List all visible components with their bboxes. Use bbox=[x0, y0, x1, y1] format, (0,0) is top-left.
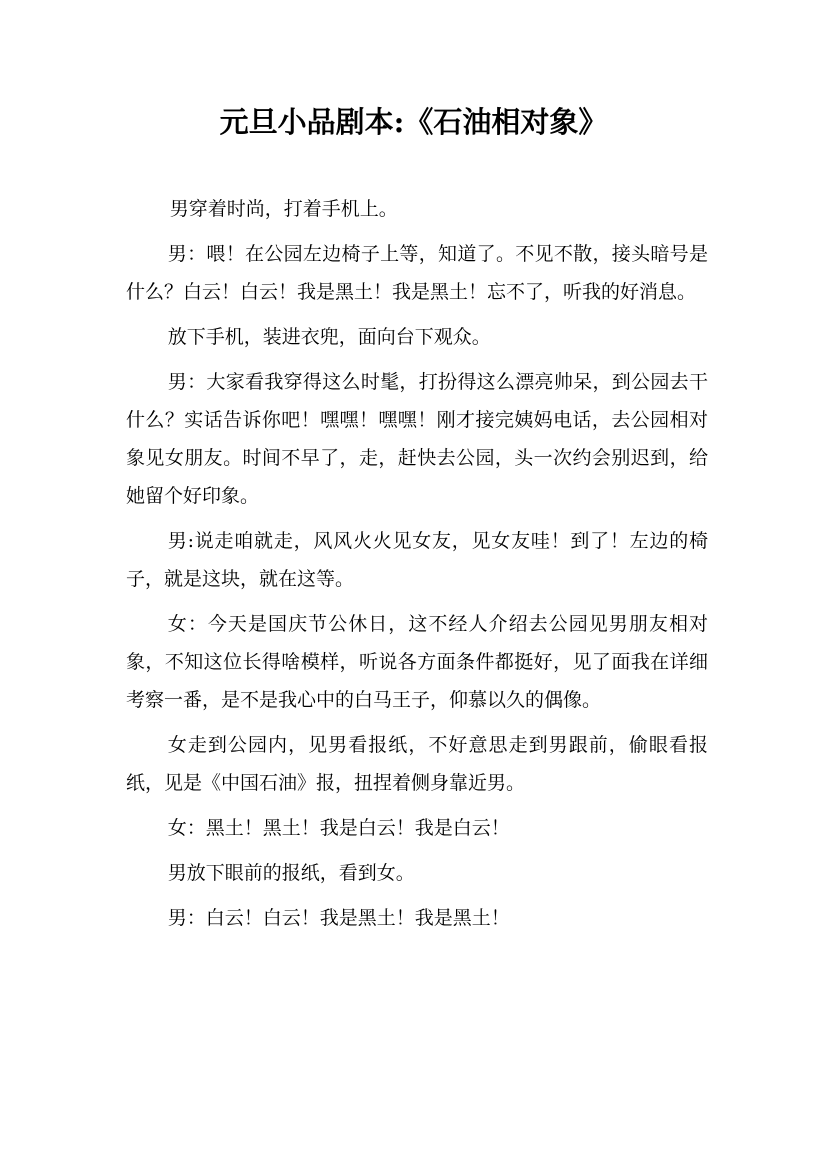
paragraph-male-monologue: 男：大家看我穿得这么时髦，打扮得这么漂亮帅呆，到公园去干什么？实话告诉你吧！嘿嘿！嘿嘿！刚才接完姨妈电话，去公园相对象见女朋友。时间不早了，走，赶快去公园，头一次约会别迟到，给她留个好印象。 bbox=[126, 371, 708, 507]
paragraph-male-password: 男：白云！白云！我是黑土！我是黑土！ bbox=[167, 907, 510, 929]
document-title: 元旦小品剧本:《石油相对象》 bbox=[219, 105, 608, 139]
paragraph-stage-direction-2: 放下手机，装进衣兜，面向台下观众。 bbox=[167, 326, 491, 348]
paragraph-female-monologue: 女：今天是国庆节公休日，这不经人介绍去公园见男朋友相对象，不知这位长得啥模样，听说各方面条件都挺好，见了面我在详细考察一番，是不是我心中的白马王子，仰慕以久的偶像。 bbox=[126, 613, 708, 711]
paragraph-stage-direction-1: 男穿着时尚，打着手机上。 bbox=[169, 198, 398, 220]
document-body bbox=[126, 190, 708, 944]
paragraph-female-password: 女：黑土！黑土！我是白云！我是白云！ bbox=[167, 817, 510, 839]
paragraph-stage-direction-3: 女走到公园内，见男看报纸，不好意思走到男跟前，偷眼看报纸，见是《中国石油》报，扭捏着侧身靠近男。 bbox=[126, 734, 708, 794]
paragraph-male-phone-call: 男：喂！在公园左边椅子上等，知道了。不见不散，接头暗号是什么？白云！白云！我是黑土！我是黑土！忘不了，听我的好消息。 bbox=[126, 243, 708, 303]
paragraph-stage-direction-4: 男放下眼前的报纸，看到女。 bbox=[167, 862, 415, 884]
paragraph-male-arrives: 男:说走咱就走，风风火火见女友，见女友哇！到了！左边的椅子，就是这块，就在这等。 bbox=[126, 530, 708, 590]
